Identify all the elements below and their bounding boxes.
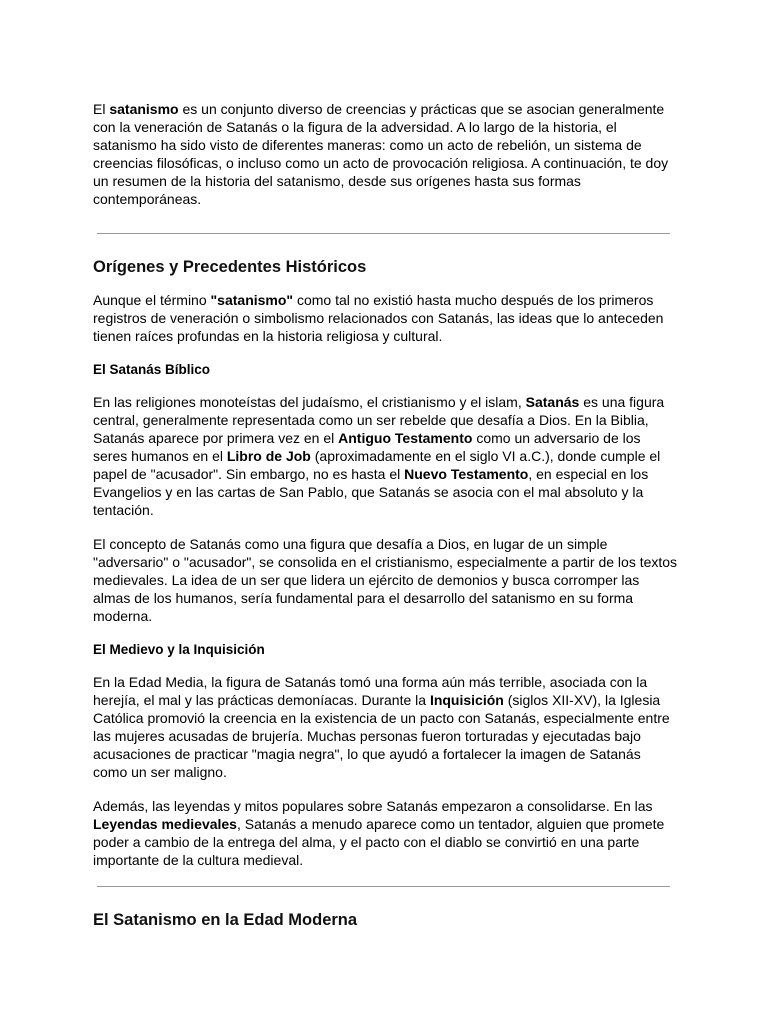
intro-bold-satanismo: satanismo	[109, 101, 179, 117]
subheading-satanas-biblico: El Satanás Bíblico	[93, 362, 211, 377]
paragraph-text: Aunque el término	[93, 292, 211, 308]
intro-paragraph	[93, 100, 678, 208]
paragraph-text: (siglos XII-XV), la Iglesia Católica promovió la creencia en la existencia de un pacto con Satanás, especialmente entre las mujeres acusadas de brujería. Muchas personas fueron torturadas y ejecutadas bajo acusaciones de practicar "magia negra", lo que ayudó a fortalecer la imagen de Satanás como un ser maligno.	[93, 692, 670, 780]
paragraph-text: como tal no existió hasta mucho después de los primeros registros de veneración o simbolismo relacionados con Satanás, las ideas que lo anteceden tienen raíces profundas en la historia religiosa y cultural.	[93, 292, 664, 344]
section-divider	[97, 886, 670, 887]
bold-term: Nuevo Testamento	[404, 466, 529, 482]
biblico-paragraph-1	[93, 393, 678, 519]
section-divider	[97, 233, 670, 234]
section-heading-edad-moderna: El Satanismo en la Edad Moderna	[93, 911, 358, 929]
intro-text: es un conjunto diverso de creencias y prácticas que se asocian generalmente con la veneración de Satanás o la figura de la adversidad. A lo largo de la historia, el satanismo ha sido visto de diferentes maneras: como un acto de rebelión, un sistema de creencias filosóficas, o incluso como un acto de provocación religiosa. A continuación, te doy un resumen de la historia del satanismo, desde sus orígenes hasta sus formas contemporáneas.	[93, 101, 669, 207]
bold-term: Leyendas medievales	[93, 816, 237, 832]
bold-term: Inquisición	[429, 692, 504, 708]
origenes-paragraph	[93, 291, 678, 345]
paragraph-text: , en especial en los Evangelios y en las cartas de San Pablo, que Satanás se asocia con el mal absoluto y la tentación.	[93, 466, 649, 518]
paragraph-text: En las religiones monoteístas del judaísmo, el cristianismo y el islam,	[93, 394, 526, 410]
section-heading-origenes: Orígenes y Precedentes Históricos	[93, 258, 367, 276]
paragraph-text: , Satanás a menudo aparece como un tentador, alguien que promete poder a cambio de la entrega del alma, y el pacto con el diablo se convirtió en una parte importante de la cultura medieval.	[93, 816, 665, 868]
bold-term: Satanás	[525, 394, 580, 410]
paragraph-text: como un adversario de los seres humanos en el	[93, 430, 641, 464]
intro-text: El	[93, 101, 110, 117]
bold-term: "satanismo"	[210, 292, 294, 308]
subheading-medievo-inquisicion: El Medievo y la Inquisición	[93, 642, 265, 657]
bold-term: Antiguo Testamento	[338, 430, 473, 446]
paragraph-text: Además, las leyendas y mitos populares sobre Satanás empezaron a consolidarse. En las	[93, 798, 653, 814]
document-page	[93, 100, 678, 930]
paragraph-text: (aproximadamente en el siglo VI a.C.), donde cumple el papel de "acusador". Sin embargo, no es hasta el	[93, 448, 661, 482]
biblico-paragraph-2: El concepto de Satanás como una figura que desafía a Dios, en lugar de un simple "adversario" o "acusador", se consolida en el cristianismo, especialmente a partir de los textos medievales. La idea de un ser que lidera un ejército de demonios y busca corromper las almas de los humanos, sería fundamental para el desarrollo del satanismo en su forma moderna.	[93, 536, 678, 624]
medievo-paragraph-2	[93, 797, 678, 869]
medievo-paragraph-1	[93, 673, 678, 781]
paragraph-text: En la Edad Media, la figura de Satanás tomó una forma aún más terrible, asociada con la herejía, el mal y las prácticas demoníacas. Durante la	[93, 674, 648, 708]
paragraph-text: es una figura central, generalmente representada como un ser rebelde que desafía a Dios. En la Biblia, Satanás aparece por primera vez en el	[93, 394, 665, 446]
bold-term: Libro de Job	[226, 448, 311, 464]
